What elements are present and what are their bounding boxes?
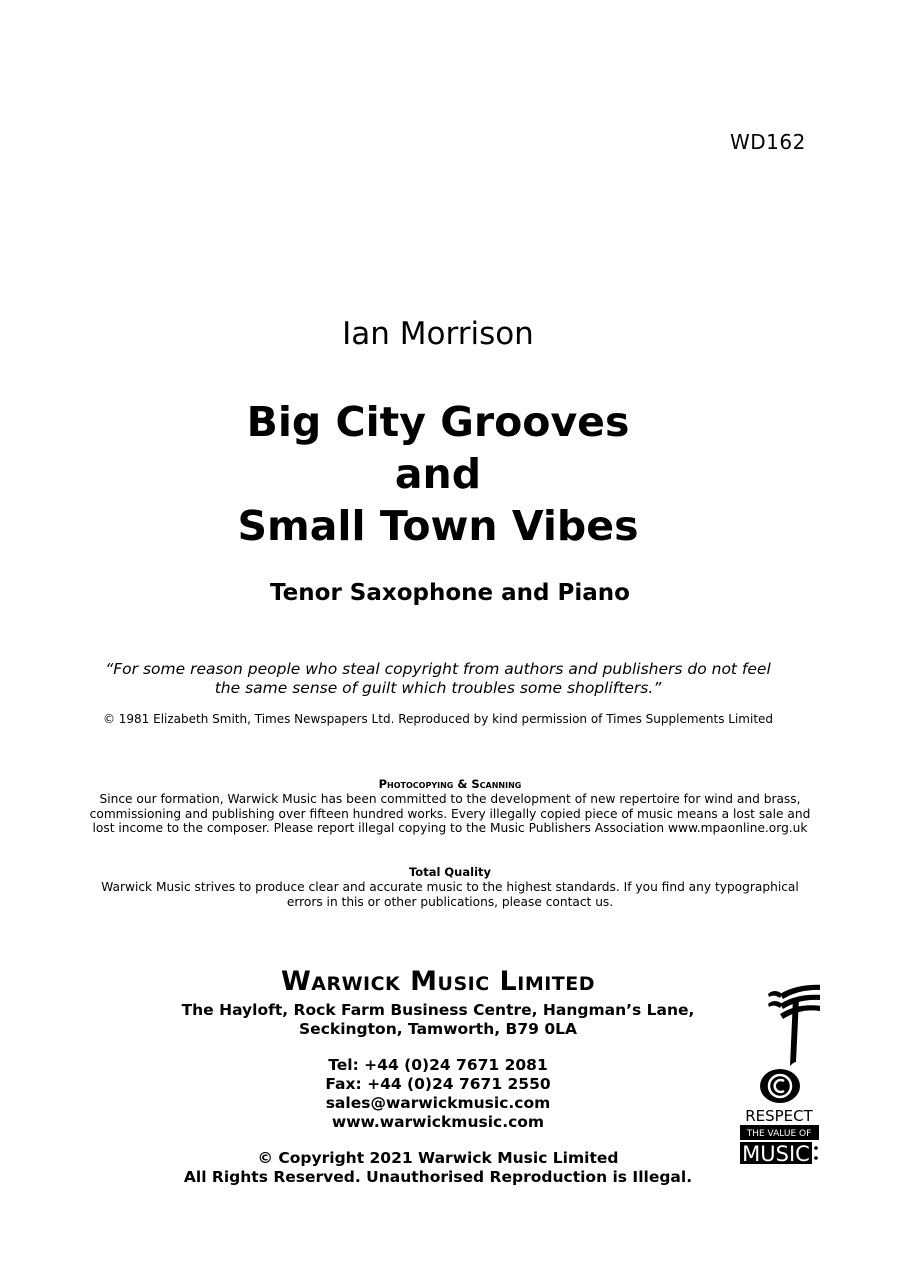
quote-line-1: “For some reason people who steal copyright from authors and publishers do not feel <box>105 660 771 678</box>
instrumentation: Tenor Saxophone and Piano <box>270 580 630 606</box>
logo-text-value: THE VALUE OF <box>746 1129 812 1139</box>
phone-number: Tel: +44 (0)24 7671 2081 <box>328 1056 548 1074</box>
music-note-copyright-icon <box>738 980 820 1166</box>
logo-text-respect: RESPECT <box>745 1107 813 1125</box>
publisher-name: Warwick Music Limited <box>280 966 596 997</box>
photocopying-line-1: Since our formation, Warwick Music has been committed to the development of new repertoire for wind and brass, <box>99 792 801 806</box>
photocopying-line-3: lost income to the composer. Please report illegal copying to the Music Publishers Association www.mpaonline.org.uk <box>92 821 808 836</box>
copyright-notice: © Copyright 2021 Warwick Music Limited <box>257 1149 619 1167</box>
catalog-number: WD162 <box>730 130 806 154</box>
quality-line-1: Warwick Music strives to produce clear and accurate music to the highest standards. If you find any typographical <box>101 880 799 894</box>
photocopying-line-2: commissioning and publishing over fifteen hundred works. Every illegally copied piece of music means a lost sale and <box>89 806 811 821</box>
title-line-2: and <box>394 450 482 498</box>
website: www.warwickmusic.com <box>331 1113 545 1131</box>
title-line-1: Big City Grooves <box>246 398 630 446</box>
quote-line-2: the same sense of guilt which troubles some shoplifters.” <box>214 679 662 697</box>
fax-number: Fax: +44 (0)24 7671 2550 <box>325 1075 551 1093</box>
address-line-1: The Hayloft, Rock Farm Business Centre, Hangman’s Lane, <box>181 1001 695 1019</box>
quote-credit: © 1981 Elizabeth Smith, Times Newspapers Ltd. Reproduced by kind permission of Times Supplements Limited <box>102 712 774 726</box>
quality-line-2: errors in this or other publications, please contact us. <box>286 894 614 909</box>
quality-heading: Total Quality <box>408 865 492 879</box>
copyright-quote <box>0 660 888 698</box>
email-address: sales@warwickmusic.com <box>325 1094 551 1112</box>
quality-body <box>0 880 900 909</box>
title-line-3: Small Town Vibes <box>237 502 639 550</box>
address-line-2: Seckington, Tamworth, B79 0LA <box>299 1020 577 1038</box>
respect-music-logo <box>738 980 820 1166</box>
logo-text-music: MUSIC <box>742 1142 810 1166</box>
photocopying-body <box>0 792 900 836</box>
composer-name: Ian Morrison <box>342 316 534 352</box>
photocopying-heading: Photocopying & Scanning <box>378 777 522 791</box>
rights-notice: All Rights Reserved. Unauthorised Reproduction is Illegal. <box>183 1168 693 1186</box>
